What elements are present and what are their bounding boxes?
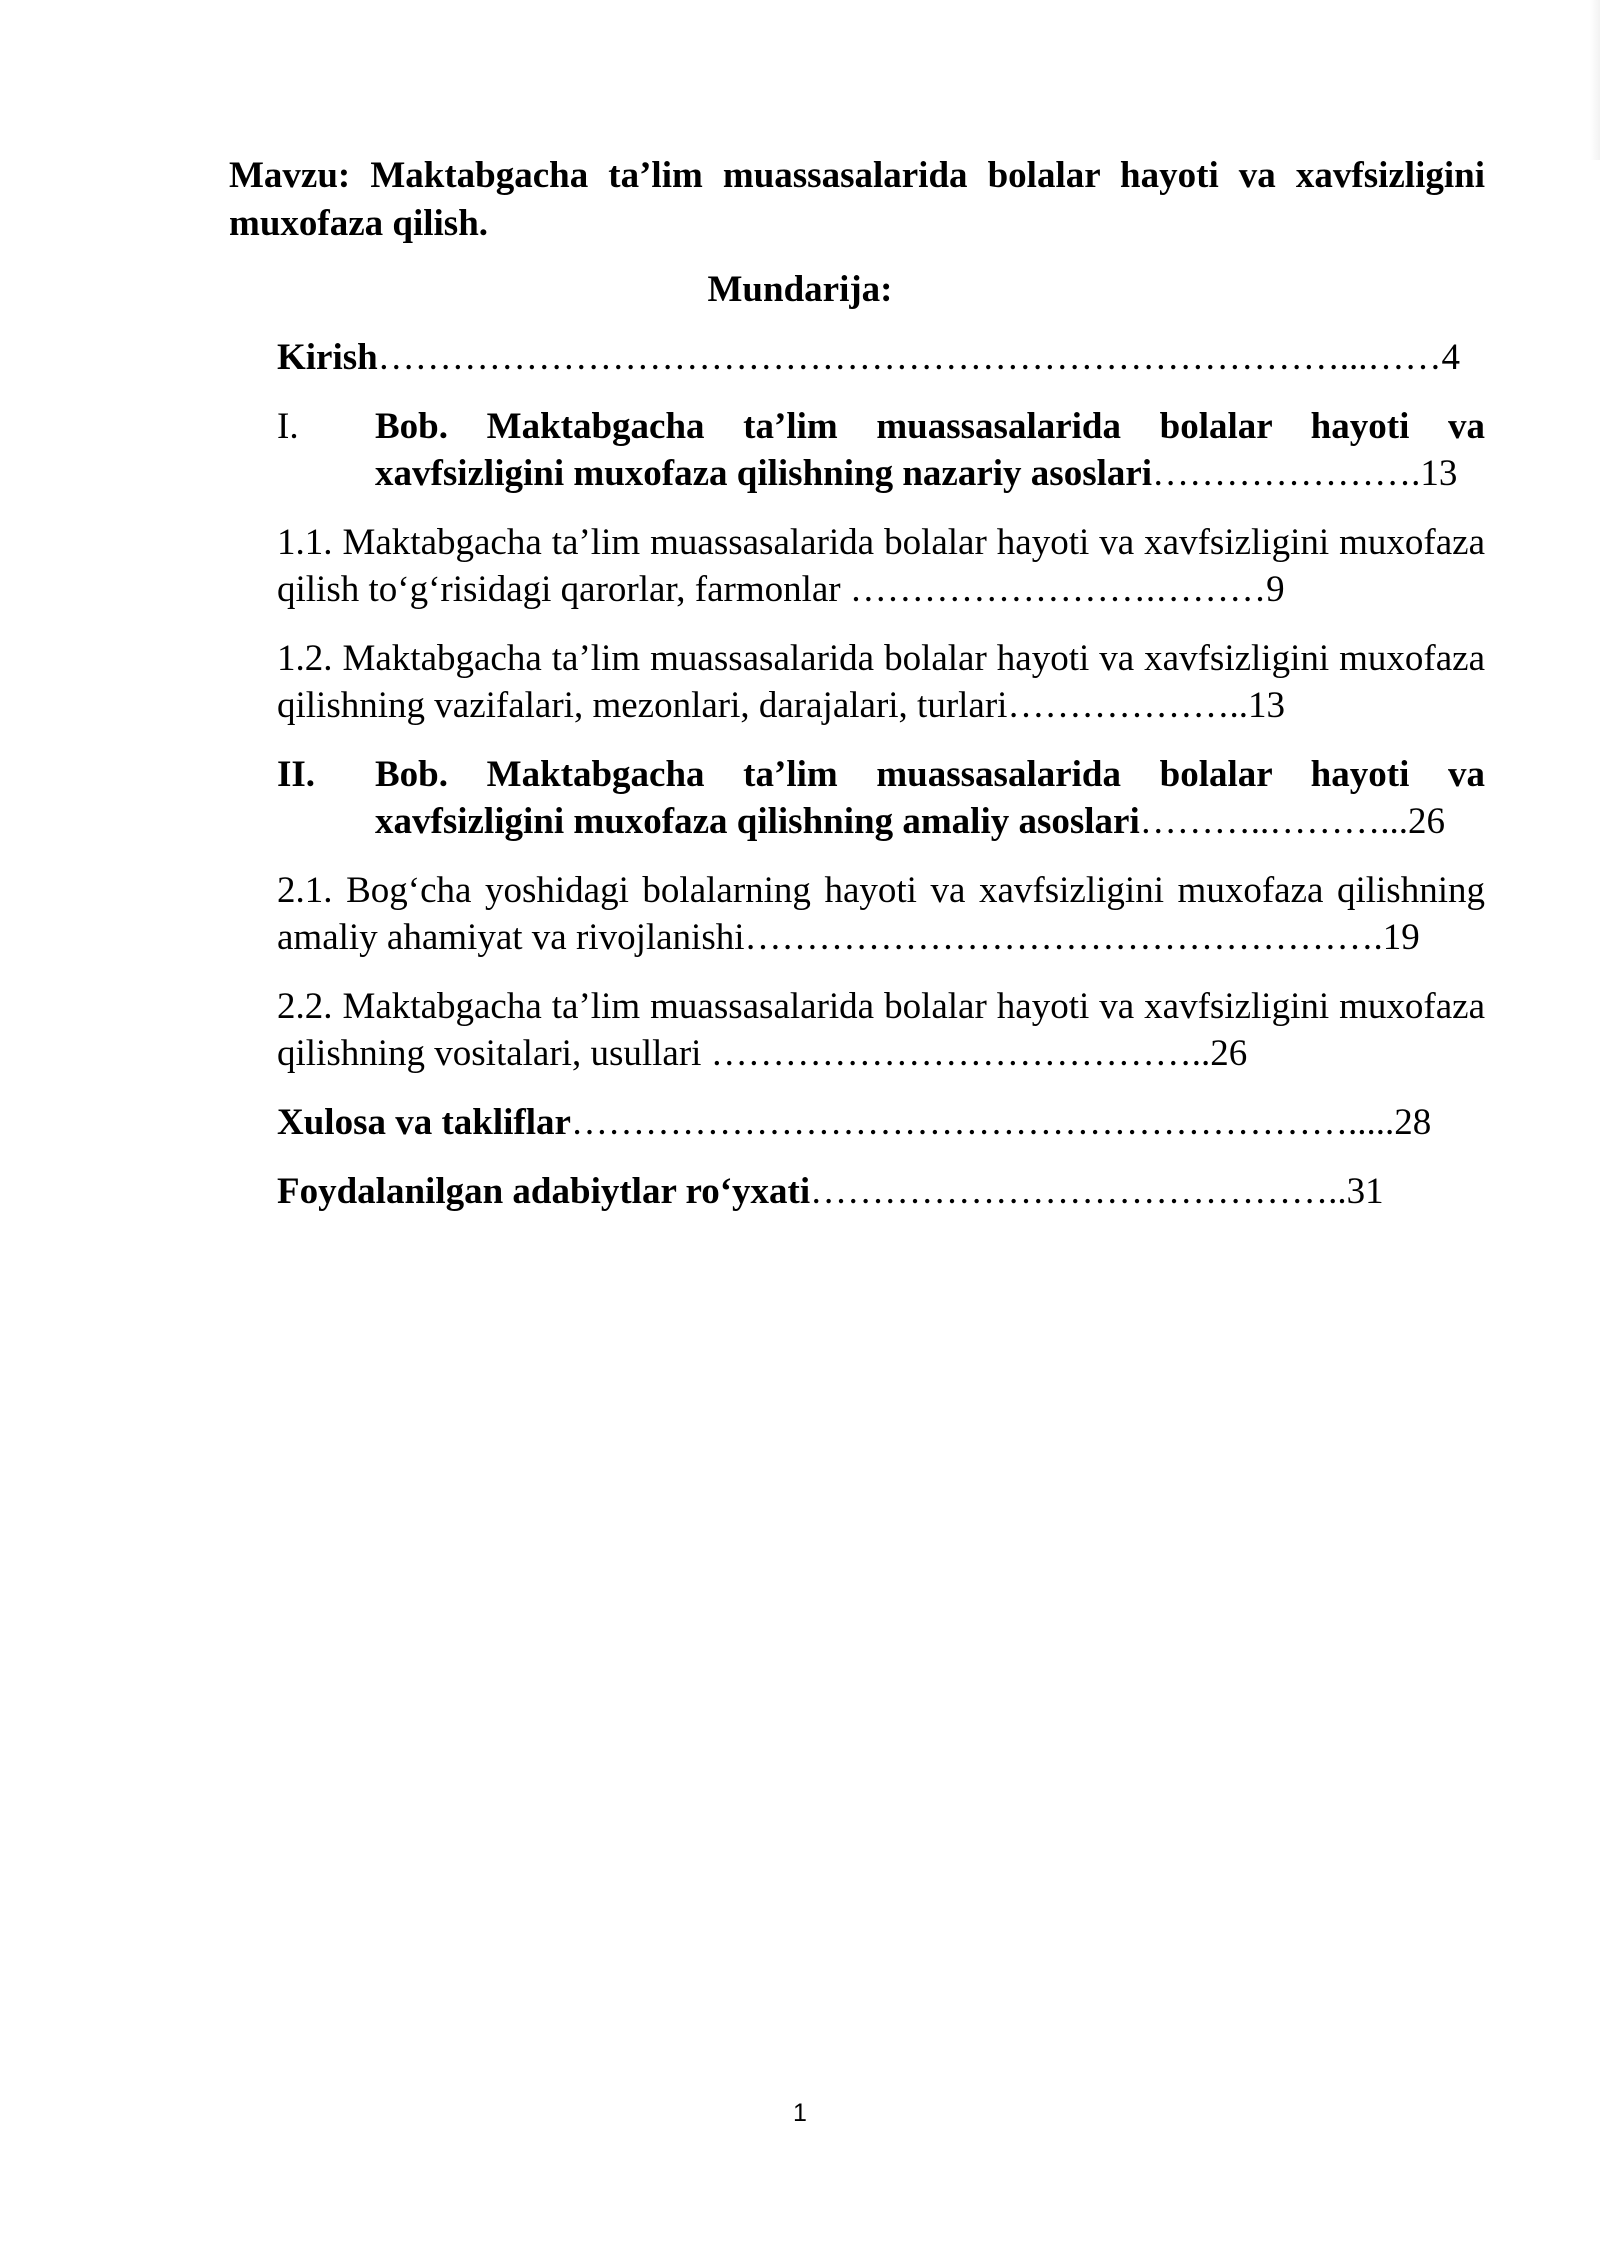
- toc-entry-chapter-1: [277, 403, 1485, 497]
- toc-entry-section-1-1: [277, 519, 1485, 613]
- toc-entry-title: Xulosa va takliflar: [277, 1102, 571, 1143]
- document-topic: [229, 152, 1485, 248]
- section-title-line-2: amaliy ahamiyat va rivojlanishi: [277, 917, 745, 958]
- toc-leader-dots: ……………………………………………………….....: [570, 1102, 1395, 1143]
- toc-entry-intro: [277, 334, 1485, 381]
- toc-leader-dots: …………………………………………….: [744, 917, 1383, 958]
- section-title-line-2: qilishning vazifalari, mezonlari, darajalari, turlari: [277, 685, 1008, 726]
- toc-page-number: 19: [1382, 917, 1420, 958]
- chapter-title-line-2: xavfsizligini muxofaza qilishning amaliy asoslari: [375, 801, 1140, 842]
- chapter-title-line-1: Bob. Maktabgacha ta’lim muassasalarida bolalar hayoti va: [375, 754, 1485, 795]
- chapter-number: I.: [277, 406, 299, 447]
- page-edge-shadow: [1590, 0, 1600, 160]
- chapter-number: II.: [277, 754, 316, 795]
- toc-page-number: 28: [1394, 1102, 1432, 1143]
- toc-entry-references: [277, 1168, 1485, 1215]
- section-title-line-1: 2.2. Maktabgacha ta’lim muassasalarida bolalar hayoti va xavfsizligini muxofaza: [277, 986, 1485, 1027]
- toc-leader-dots: …………………………………..: [701, 1033, 1211, 1074]
- toc-page-number: 13: [1247, 685, 1285, 726]
- toc-entry-section-2-1: [277, 867, 1485, 961]
- page-number: 1: [793, 2099, 807, 2127]
- toc-entry-section-2-2: [277, 983, 1485, 1077]
- toc-leader-dots: ………………..: [1007, 685, 1248, 726]
- table-of-contents: [277, 334, 1485, 1237]
- chapter-title-line-2: xavfsizligini muxofaza qilishning nazariy asoslari: [375, 453, 1153, 494]
- chapter-title-line-1: Bob. Maktabgacha ta’lim muassasalarida bolalar hayoti va: [375, 406, 1485, 447]
- section-title-line-2: qilish to‘g‘risidagi qarorlar, farmonlar: [277, 569, 841, 610]
- toc-leader-dots: ……………………………………………………………………...……: [377, 337, 1442, 378]
- toc-leader-dots: ………………….: [1152, 453, 1421, 494]
- toc-page-number: 26: [1408, 801, 1446, 842]
- section-title-line-2: qilishning vositalari, usullari: [277, 1033, 702, 1074]
- section-title-line-1: 1.2. Maktabgacha ta’lim muassasalarida bolalar hayoti va xavfsizligini muxofaza: [277, 638, 1485, 679]
- topic-line-1: Mavzu: Maktabgacha ta’lim muassasalarida bolalar hayoti va xavfsizligini: [229, 155, 1485, 196]
- toc-entry-section-1-2: [277, 635, 1485, 729]
- toc-page-number: 26: [1210, 1033, 1248, 1074]
- toc-page-number: 9: [1266, 569, 1285, 610]
- toc-heading: Mundarija:: [707, 269, 893, 310]
- toc-entry-title: Kirish: [277, 337, 378, 378]
- toc-entry-title: Foydalanilgan adabiytlar ro‘yxati: [277, 1171, 811, 1212]
- toc-leader-dots: …………………….………: [840, 569, 1267, 610]
- toc-leader-dots: ………..………...: [1139, 801, 1409, 842]
- section-title-line-1: 1.1. Maktabgacha ta’lim muassasalarida bolalar hayoti va xavfsizligini muxofaza: [277, 522, 1485, 563]
- toc-page-number: 4: [1441, 337, 1460, 378]
- toc-leader-dots: ……………………………………..: [810, 1171, 1347, 1212]
- toc-page-number: 31: [1346, 1171, 1384, 1212]
- topic-line-2: muxofaza qilish.: [229, 203, 489, 244]
- toc-entry-chapter-2: [277, 751, 1485, 845]
- section-title-line-1: 2.1. Bog‘cha yoshidagi bolalarning hayoti va xavfsizligini muxofaza qilishning: [277, 870, 1485, 911]
- toc-entry-conclusion: [277, 1099, 1485, 1146]
- toc-page-number: 13: [1420, 453, 1458, 494]
